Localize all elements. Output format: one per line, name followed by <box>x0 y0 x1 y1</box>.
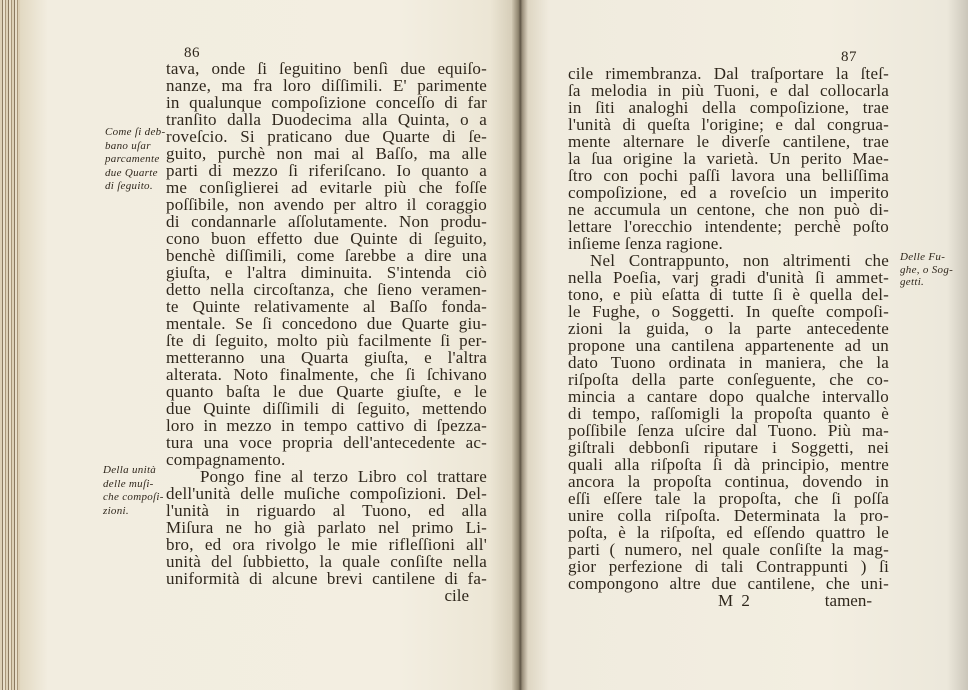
text-line: Pongo fine al terzo Libro col trattare <box>200 467 487 486</box>
text-line: giſtrali debbonſi riputare i Soggetti, nei <box>568 438 889 457</box>
text-line: parti ( numero, nel quale conſiſte la mag- <box>568 540 889 559</box>
catchword: cile <box>444 586 469 605</box>
text-line: compagnamento. <box>166 450 286 469</box>
margin-note-line: bano uſar <box>105 139 151 152</box>
margin-note <box>103 464 164 518</box>
text-line: ne accumula un centone, che non può di- <box>568 200 889 219</box>
page-footer <box>568 592 889 609</box>
margin-note-line: due Quarte <box>105 166 158 179</box>
text-line: l'unità di queſta l'origine; e dal congrua- <box>568 115 889 134</box>
text-line: roveſcio. Si praticano due Quarte di ſe- <box>166 127 487 146</box>
text-line: nella Poeſia, varj gradi d'unità ſi ammet- <box>568 268 889 287</box>
text-line: mincia a cantare dopo qualche intervallo <box>568 387 889 406</box>
page-number: 87 <box>841 49 857 65</box>
text-line: poſta, è la riſpoſta, ed eſſendo quattro le <box>568 523 889 542</box>
margin-note-line: Delle Fu- <box>900 251 946 263</box>
text-line: guito, purchè non mai al Baſſo, ma alle <box>166 144 487 163</box>
text-line: Nel Contrappunto, non altrimenti che <box>590 251 889 270</box>
text-line: tura una voce propria dell'antecedente ac- <box>166 433 487 452</box>
text-line: ancora la propoſta continua, dovendo in <box>568 472 889 491</box>
text-line: propone una cantilena appartenente ad un <box>568 336 889 355</box>
text-line: cono buon effetto due Quinte di ſeguito, <box>166 229 487 248</box>
margin-note-line: Della unità <box>103 464 157 476</box>
page-footer <box>166 587 487 604</box>
paragraph <box>166 468 487 587</box>
text-line: in qualunque compoſizione conceſſo di far <box>166 93 487 112</box>
text-line: mente alternare le diverſe cantilene, trae <box>568 132 889 151</box>
text-line: tono, e più eſatta di tutte ſi è quella del- <box>568 285 889 304</box>
margin-note-line: getti. <box>900 276 925 288</box>
paragraph <box>568 252 889 592</box>
margin-note <box>900 251 953 289</box>
text-line: te Quinte relativamente al Baſſo fonda- <box>166 297 487 316</box>
text-line: cile rimembranza. Dal traſportare la ſteſ- <box>568 64 889 83</box>
text-line: in ſiti analoghi della compoſizione, trae <box>568 98 889 117</box>
margin-note-line: parcamente <box>105 153 160 165</box>
text-line: quanto baſta le due Quarte giuſte, e le <box>166 382 487 401</box>
text-line: poſſibile, non avendo per altro il coraggio <box>166 195 487 214</box>
text-line: unità del ſubbietto, la quale conſiſte nella <box>166 552 487 571</box>
text-line: tranſito dalla Duodecima alla Quinta, o a <box>166 110 487 129</box>
text-block-right <box>568 65 889 609</box>
catchword: tamen- <box>824 591 872 610</box>
margin-note-line: di ſeguito. <box>105 180 153 192</box>
text-line: la ſua origine la varietà. Un perito Mae- <box>568 149 889 168</box>
text-line: tava, onde ſi ſeguitino benſì due equiſo- <box>166 59 487 78</box>
margin-note-line: ghe, o Sog- <box>900 263 954 276</box>
text-line: le Fughe, o Soggetti. In queſte compoſi- <box>568 302 889 321</box>
text-line: quali alla riſpoſta ſi dà principio, mentre <box>568 455 889 474</box>
text-line: dato Tuono ordinata in maniera, che la <box>568 353 889 372</box>
margin-note-line: delle muſi- <box>103 477 154 490</box>
text-line: lettare l'orecchio intendente; perchè poſto <box>568 217 889 236</box>
text-line: me conſiglierei ad evitarle più che foſſe <box>166 178 487 197</box>
text-line: metteranno una Quarta giuſta, e l'altra <box>166 348 487 367</box>
text-line: di tempo, raſſomigli la propoſta quanto è <box>568 404 889 423</box>
paragraph <box>166 60 487 468</box>
text-line: nanze, ma fra loro diſſimili. E' parimente <box>166 76 487 95</box>
text-line: giuſta, e l'altra diminuita. S'intenda ciò <box>166 263 487 282</box>
text-block-left <box>166 60 487 604</box>
paragraph <box>568 65 889 252</box>
text-line: ſte di ſeguito, molto più facilmente ſi per- <box>166 331 487 350</box>
text-line: eſſi eſſere tale la propoſta, che ſi poſſa <box>568 489 889 508</box>
text-line: zioni la guida, o la parte antecedente <box>568 319 889 338</box>
text-line: mentale. Se ſi concedono due Quarte giu- <box>166 314 487 333</box>
margin-note-line: che compoſi- <box>103 491 164 503</box>
text-line: due Quinte diſſimili di ſeguito, mettendo <box>166 399 487 418</box>
margin-note-line: zioni. <box>103 504 129 517</box>
text-line: riſpoſta della parte conſeguente, che co- <box>568 370 889 389</box>
text-line: uniformità di alcune brevi cantilene di fa- <box>166 569 487 588</box>
text-line: compongono altre due cantilene, che uni- <box>568 574 889 593</box>
text-line: poſſibile ſenza uſcire dal Tuono. Più ma- <box>568 421 889 440</box>
margin-note <box>105 126 165 194</box>
page-number: 86 <box>184 45 200 61</box>
text-line: l'unità in riguardo al Tuono, ed alla <box>166 501 487 520</box>
text-line: di condannarle aſſolutamente. Non produ- <box>166 212 487 231</box>
text-line: ſtro con pochi paſſi lavora una belliſſima <box>568 166 889 185</box>
text-line: detto nella circoſtanza, che ſieno veramen- <box>166 280 487 299</box>
text-line: gior perfezione di tali Contrappunti ) ſi <box>568 557 889 576</box>
text-line: dell'unità delle muſiche compoſizioni. Del- <box>166 484 487 503</box>
text-line: compoſizione, ed a roveſcio un imperito <box>568 183 889 202</box>
text-line: parti di mezzo ſi riferiſcano. Io quanto a <box>166 161 487 180</box>
book-gutter <box>512 0 528 690</box>
text-line: unire colla riſpoſta. Determinata la pro- <box>568 506 889 525</box>
text-line: benchè diſſimili, come ſarebbe a dire una <box>166 246 487 265</box>
text-line: bro, ed ora rivolgo le mie rifleſſioni all' <box>166 535 487 554</box>
text-line: loro in mezzo in tempo cattivo di ſpezza- <box>166 416 487 435</box>
text-line: inſieme ſenza ragione. <box>568 234 723 253</box>
text-line: ſa melodia in più Tuoni, e dal collocarla <box>568 81 889 100</box>
text-line: Miſura ne ho già parlato nel primo Li- <box>166 518 487 537</box>
text-line: alterata. Noto finalmente, che ſi ſchivano <box>166 365 487 384</box>
margin-note-line: Come ſi deb- <box>105 126 166 138</box>
signature-mark: M 2 <box>718 591 752 610</box>
